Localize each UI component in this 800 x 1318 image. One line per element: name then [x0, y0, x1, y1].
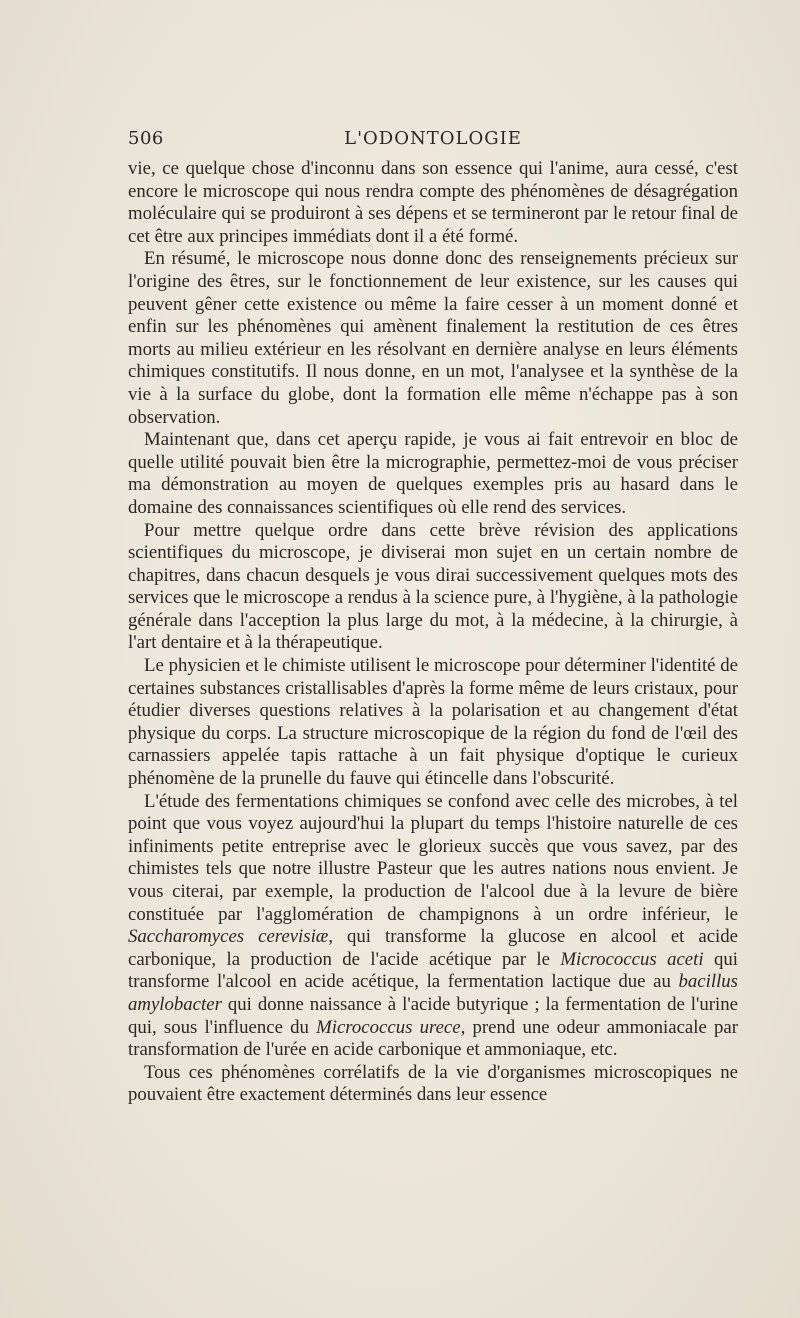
paragraph-6-text-b: , qui transforme la glucose en alcool et acide carbonique, la production de l'acide acétique par le — [128, 926, 738, 970]
running-title: L'ODONTOLOGIE — [344, 128, 522, 149]
paragraph-2: En résumé, le microscope nous donne donc des renseignements précieux sur l'origine des êtres, sur le fonctionnement de leur existence, sur les causes qui peuvent gêner cette existence ou même la faire cesser à un moment donné et enfin sur les phénomènes qui amènent finalement la restitution de ces êtres morts au milieu extérieur en les résolvant en dernière analyse en leurs éléments chimiques constitutifs. Il nous donne, en un mot, l'analysee et la synthèse de la vie à la surface du globe, dont la formation elle même n'échappe pas à son observation. — [128, 248, 738, 428]
paragraph-1: vie, ce quelque chose d'inconnu dans son essence qui l'anime, aura cessé, c'est encore le microscope qui nous rendra compte des phénomènes de désagrégation moléculaire qui se produiront à ses dépens et se termineront par le retour final de cet être aux principes immédiats dont il a été formé. — [128, 158, 738, 247]
paragraph-6-text-d: qui donne naissance à l'acide butyrique ; la fermentation de l'urine qui, sous l'influence du — [128, 993, 738, 1038]
paragraph-3: Maintenant que, dans cet aperçu rapide, je vous ai fait entrevoir en bloc de quelle utilité pouvait bien être la micrographie, permettez-moi de vous préciser ma démonstration au moyen de quelques exemples pris au hasard dans le domaine des connaissances scientifiques où elle rend des services. — [128, 429, 738, 518]
species-bacillus-amylobacter: bacillus amylobacter — [128, 971, 738, 1015]
paragraph-6-text-c: qui transforme l'alcool en acide acétique, la fermentation lactique due au — [128, 948, 738, 993]
body-text — [128, 158, 738, 1107]
paragraph-4: Pour mettre quelque ordre dans cette brève révision des applications scientifiques du microscope, je diviserai mon sujet en un certain nombre de chapitres, dans chacun desquels je vous dirai successivement quelques mots des services que le microscope a rendus à la science pure, à l'hygiène, à la pathologie générale dans l'acception la plus large du mot, à la médecine, à la chirurgie, à l'art dentaire et à la thérapeutique. — [128, 519, 738, 654]
page-number: 506 — [128, 128, 164, 149]
species-micrococcus-urece: Micrococcus urece — [316, 1016, 461, 1038]
paragraph-6-text-a: L'étude des fermentations chimiques se confond avec celle des microbes, à tel point que vous voyez aujourd'hui la plupart du temps l'histoire naturelle de ces infiniments petite entreprise avec le glorieux succès que vous savez, par des chimistes tels que notre illustre Pasteur que les autres nations nous envient. Je vous citerai, par exemple, la production de l'alcool due à la levure de bière constituée par l'agglomération de champignons à un ordre inférieur, le — [128, 790, 738, 925]
paragraph-6-text-e: , prend une odeur ammoniacale par transformation de l'urée en acide carbonique et ammoniaque, etc. — [128, 1016, 738, 1061]
paragraph-7: Tous ces phénomènes corrélatifs de la vie d'organismes microscopiques ne pouvaient être exactement déterminés dans leur essence — [128, 1061, 738, 1106]
species-micrococcus-aceti: Micrococcus aceti — [560, 948, 704, 970]
paragraph-5: Le physicien et le chimiste utilisent le microscope pour déterminer l'identité de certaines substances cristallisables d'après la forme même de leurs cristaux, pour étudier diverses questions relatives à la polarisation et au changement d'état physique du corps. La structure microscopique de la région du fond de l'œil des carnassiers appelée tapis rattache à un fait physique d'optique le curieux phénomène de la prunelle du fauve qui étincelle dans l'obscurité. — [128, 655, 738, 790]
species-saccharomyces: Saccharomyces cerevisiæ — [128, 926, 329, 948]
paragraph-6 — [128, 791, 738, 1062]
page-header — [128, 128, 738, 152]
